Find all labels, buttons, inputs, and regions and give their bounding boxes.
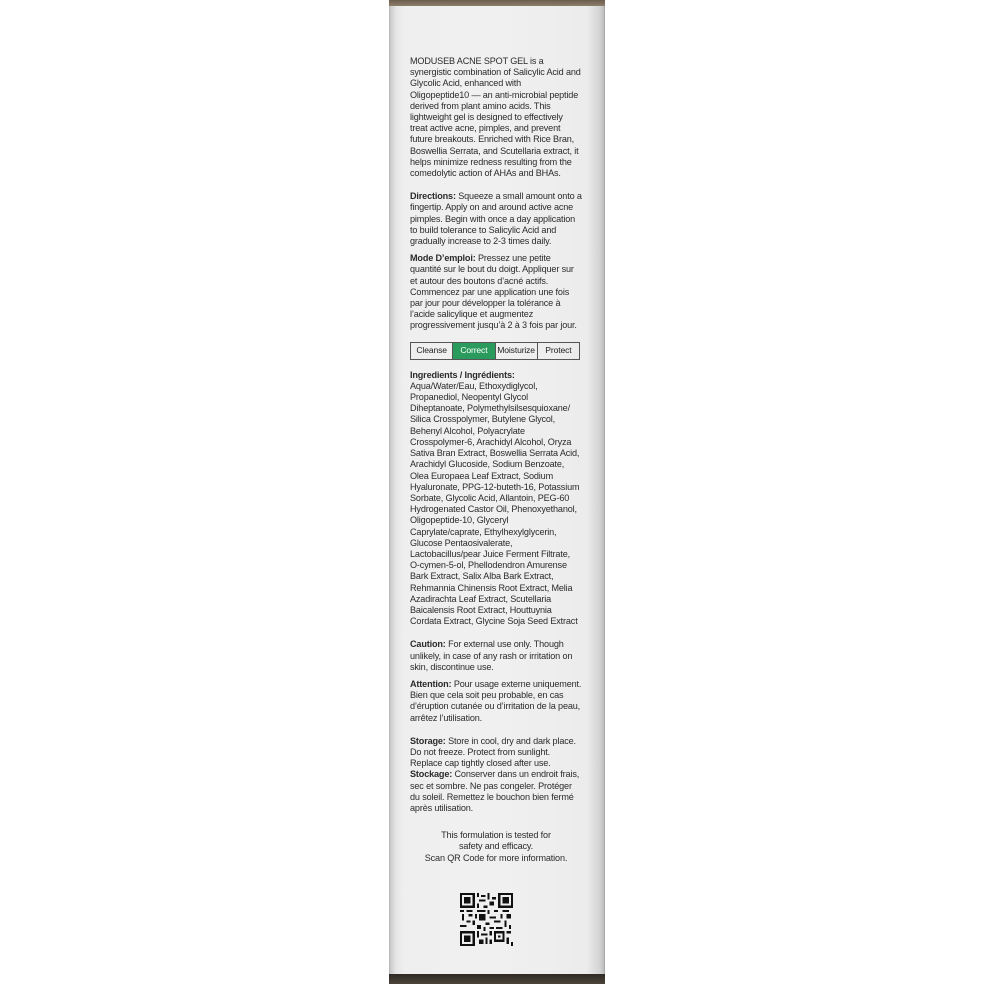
directions-paragraph [410,191,582,247]
caution-label: Caution: [410,639,446,650]
step-correct: Correct [453,343,495,359]
ingredients-label: Ingredients / Ingrédients: [410,369,515,380]
mode-emploi-text: Pressez une petite quantité sur le bout du doigt. Appliquer sur et autour des boutons d’acné actifs. Commencez par une application une fois par jour pour développer la tolérance à l’acide salicylique et augmentez progressivement jusqu’à 2 à 3 fois par jour. [410,253,577,331]
testing-note [410,830,582,864]
mode-emploi-paragraph [410,253,582,331]
box-top-edge [389,0,605,6]
regimen-steps [410,342,580,360]
ingredients-paragraph [410,370,582,628]
storage-text: Store in cool, dry and dark place. Do not freeze. Protect from sunlight. Replace cap tightly closed after use. [410,735,576,769]
step-moisturize: Moisturize [496,343,538,359]
box-bottom-edge [389,974,605,984]
stockage-paragraph [410,769,582,814]
attention-label: Attention: [410,678,452,689]
qr-code-icon [460,893,513,946]
stockage-label: Stockage: [410,769,453,780]
step-protect: Protect [545,345,572,356]
mode-emploi-label: Mode D’emploi: [410,253,476,264]
directions-label: Directions: [410,191,456,202]
attention-text: Pour usage externe uniquement. Bien que cela soit peu probable, en cas d’éruption cutanée ou d’irritation de la peau, arrêtez l’utilisation. [410,678,582,723]
caution-text: For external use only. Though unlikely, in case of any rash or irritation on skin, discontinue use. [410,639,573,672]
intro-text: is a synergistic combination of Salicylic Acid and Glycolic Acid, enhanced with Oligopeptide10 — an anti-microbial peptide derived from plant amino acids. This lightweight gel is designed to effectively treat active acne, pimples, and prevent future breakouts. Enriched with Rice Bran, Boswellia Serrata, and Scutellaria extract, it helps minimize redness resulting from the comedolytic action of AHAs and BHAs. [410,56,581,179]
testing-note-line2: safety and efficacy. [458,841,533,852]
testing-note-line3: Scan QR Code for more information. [424,852,568,863]
product-name: MODUSEB ACNE SPOT GEL [410,56,528,66]
directions-text: Squeeze a small amount onto a fingertip. Apply on and around active acne pimples. Begin with once a day application to build tolerance to Salicylic Acid and gradually increase to 2-3 times daily. [410,191,582,247]
label-text-panel [410,56,582,864]
intro-paragraph [410,56,582,179]
storage-paragraph [410,736,582,770]
attention-paragraph [410,679,582,724]
step-cleanse: Cleanse [411,343,453,359]
ingredients-list: Aqua/Water/Eau, Ethoxydiglycol, Propanediol, Neopentyl Glycol Diheptanoate, Polymethylsilsesquioxane/ Silica Crosspolymer, Butylene Glycol, Behenyl Alcohol, Polyacrylate Crosspolymer-6, Arachidyl Alcohol, Oryza Sativa Bran Extract, Boswellia Serrata Acid, Arachidyl Glucoside, Sodium Benzoate, Olea Europaea Leaf Extract, Sodium Hyaluronate, PPG-12-buteth-16, Potassium Sorbate, Glycolic Acid, Allantoin, PEG-60 Hydrogenated Castor Oil, Phenoxyethanol, Oligopeptide-10, Glyceryl Caprylate/caprate, Ethylhexylglycerin, Glucose Pentaosivalerate, Lactobacillus/pear Juice Ferment Filtrate, O-cymen-5-ol, Phellodendron Amurense Bark Extract, Salix Alba Bark Extract, Rehmannia Chinensis Root Extract, Melia Azadirachta Leaf Extract, Scutellaria Baicalensis Root Extract, Houttuynia Cordata Extract, Glycine Soja Seed Extract [410,380,580,627]
testing-note-line1: This formulation is tested for [441,830,551,841]
caution-paragraph [410,639,582,673]
storage-label: Storage: [410,735,446,746]
stockage-text: Conserver dans un endroit frais, sec et sombre. Ne pas congeler. Protéger du soleil. Remettez le bouchon bien fermé après utilisation. [410,769,580,813]
